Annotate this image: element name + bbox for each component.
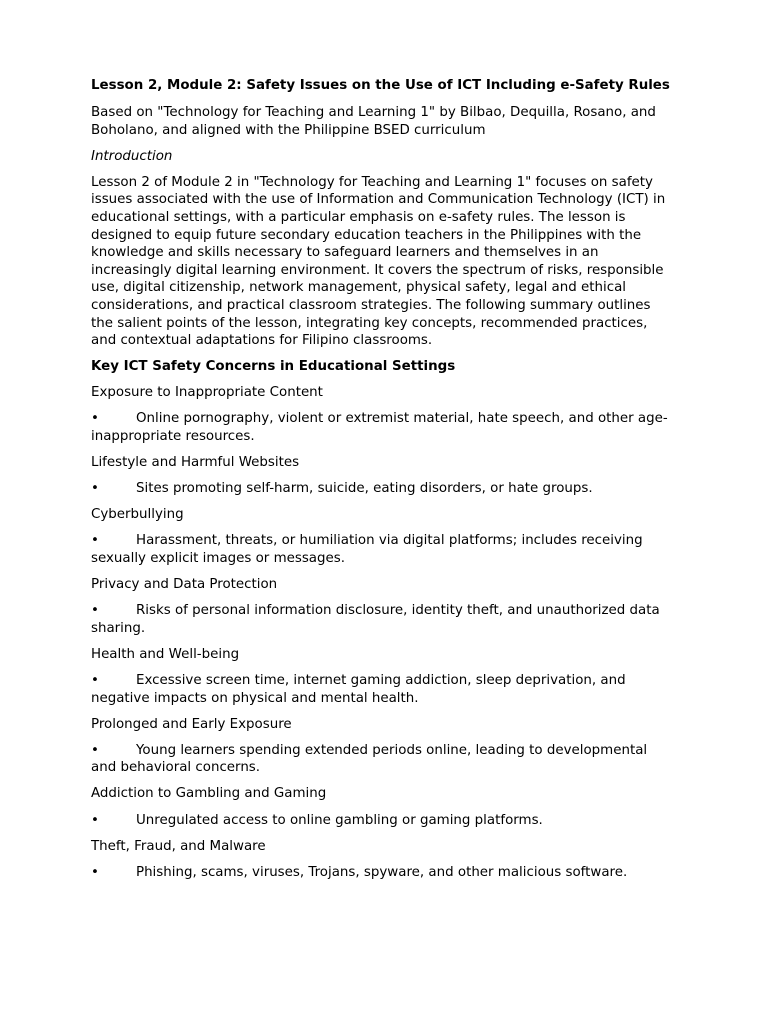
concern-item — [91, 576, 672, 637]
document-title: Lesson 2, Module 2: Safety Issues on the Use of ICT Including e-Safety Rules — [91, 78, 670, 93]
concern-heading: Theft, Fraud, and Malware — [91, 838, 266, 854]
concern-bullet-text: Unregulated access to online gambling or gaming platforms. — [136, 812, 543, 828]
concern-bullet-text: Phishing, scams, viruses, Trojans, spyware, and other malicious software. — [136, 864, 628, 880]
intro-label: Introduction — [91, 148, 173, 164]
bullet-icon: • — [91, 812, 99, 828]
bullet-icon: • — [91, 864, 99, 880]
bullet-icon: • — [91, 672, 99, 688]
concern-heading: Cyberbullying — [91, 507, 184, 523]
concern-heading: Prolonged and Early Exposure — [91, 716, 292, 732]
concern-item — [91, 454, 672, 498]
concern-item — [91, 716, 672, 777]
concern-bullet-text: Young learners spending extended periods online, leading to developmental and behavioral concerns. — [91, 742, 648, 776]
bullet-icon: • — [91, 481, 99, 497]
bullet-icon: • — [91, 411, 99, 427]
concern-bullet — [91, 480, 672, 498]
concern-bullet-text: Online pornography, violent or extremist material, hate speech, and other age-inappropriate resources. — [91, 411, 668, 444]
section-heading: Key ICT Safety Concerns in Educational Settings — [91, 359, 456, 375]
concern-bullet — [91, 532, 672, 567]
concern-bullet-text: Excessive screen time, internet gaming addiction, sleep deprivation, and negative impacts on physical and mental health. — [91, 672, 626, 706]
concern-heading: Exposure to Inappropriate Content — [91, 385, 323, 401]
concern-item — [91, 785, 672, 829]
bullet-icon: • — [91, 533, 99, 549]
concern-item — [91, 646, 672, 707]
concern-bullet — [91, 812, 672, 830]
concern-item — [91, 384, 672, 445]
concern-bullet-text: Harassment, threats, or humiliation via digital platforms; includes receiving sexually explicit images or messages. — [91, 533, 643, 566]
concern-bullet — [91, 864, 672, 882]
concern-item — [91, 838, 672, 882]
source-line: Based on "Technology for Teaching and Learning 1" by Bilbao, Dequilla, Rosano, and Boholano, and aligned with the Philippine BSED curriculum — [91, 105, 656, 138]
concern-bullet — [91, 602, 672, 637]
concern-bullet — [91, 410, 672, 445]
bullet-icon: • — [91, 742, 99, 758]
concern-bullet-text: Risks of personal information disclosure, identity theft, and unauthorized data sharing. — [91, 603, 660, 636]
concern-list — [91, 384, 672, 881]
intro-paragraph: Lesson 2 of Module 2 in "Technology for Teaching and Learning 1" focuses on safety issues associated with the use of Information and Communication Technology (ICT) in educational settings, with a particular emphasis on e-safety rules. The lesson is designed to equip future secondary education teachers in the Philippines with the knowledge and skills necessary to safeguard learners and themselves in an increasingly digital learning environment. It covers the spectrum of risks, responsible use, digital citizenship, network management, physical safety, legal and ethical considerations, and practical classroom strategies. The following summary outlines the salient points of the lesson, integrating key concepts, recommended practices, and contextual adaptations for Filipino classrooms. — [91, 174, 666, 349]
concern-heading: Lifestyle and Harmful Websites — [91, 455, 300, 471]
concern-bullet — [91, 742, 672, 777]
concern-heading: Health and Well-being — [91, 646, 240, 662]
concern-bullet — [91, 672, 672, 707]
concern-item — [91, 506, 672, 567]
concern-heading: Privacy and Data Protection — [91, 577, 278, 593]
bullet-icon: • — [91, 603, 99, 619]
concern-bullet-text: Sites promoting self-harm, suicide, eating disorders, or hate groups. — [136, 481, 593, 497]
concern-heading: Addiction to Gambling and Gaming — [91, 786, 327, 802]
